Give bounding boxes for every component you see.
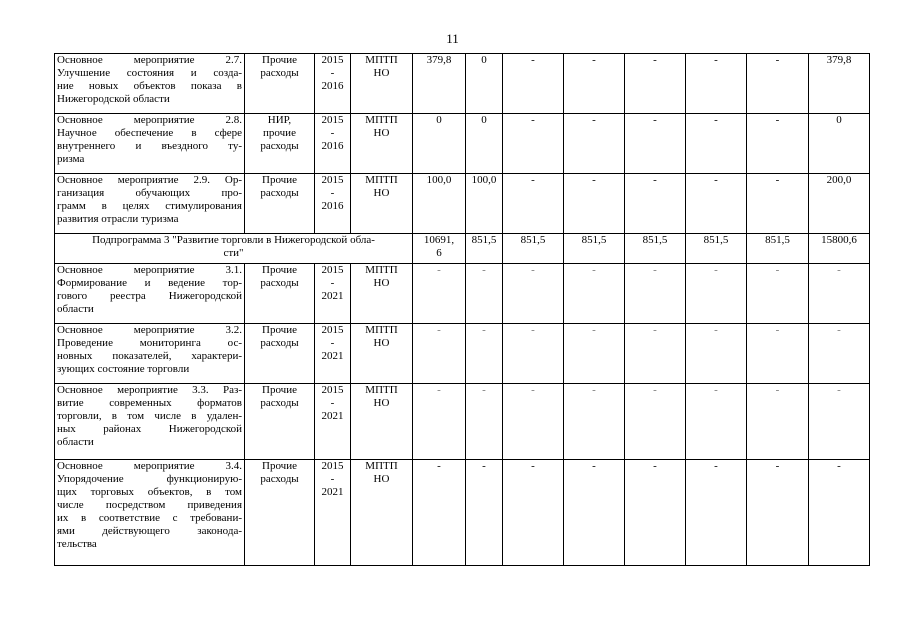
description-line: новных показателей, характери- — [57, 350, 242, 362]
expense-type-cell — [245, 114, 315, 174]
description-line: щих торговых объектов, в том — [57, 486, 242, 498]
executor-line: МПТП — [365, 174, 398, 186]
table-row — [55, 460, 870, 566]
value-cell: - — [625, 324, 686, 384]
value-cell: - — [413, 264, 466, 324]
value-cell: 100,0 — [466, 174, 503, 234]
total-cell: - — [809, 264, 870, 324]
executor-line: НО — [373, 337, 390, 349]
value-cell: 0 — [413, 114, 466, 174]
period-cell — [315, 114, 351, 174]
expense-type-line: расходы — [260, 187, 299, 199]
description-line: Основное мероприятие 3.3. Раз- — [57, 384, 242, 396]
period-cell — [315, 384, 351, 460]
period-line: 2015 — [321, 114, 344, 126]
executor-line: МПТП — [365, 460, 398, 472]
value-cell: - — [466, 460, 503, 566]
table-row — [55, 174, 870, 234]
period-cell — [315, 54, 351, 114]
total-cell: 15800,6 — [809, 234, 870, 264]
value-cell: - — [747, 460, 809, 566]
period-line: 2015 — [321, 174, 344, 186]
measure-description — [55, 54, 245, 114]
description-line: Основное мероприятие 2.9. Ор- — [57, 174, 242, 186]
description-line: торговли, в том числе в удален- — [57, 410, 242, 422]
executor-cell — [351, 460, 413, 566]
period-cell — [315, 174, 351, 234]
period-line: 2021 — [321, 486, 344, 498]
executor-line: НО — [373, 127, 390, 139]
description-line: грамм в целях стимулирования — [57, 200, 242, 212]
period-cell — [315, 264, 351, 324]
value-cell: - — [625, 460, 686, 566]
measure-description — [55, 264, 245, 324]
expense-type-line: расходы — [260, 67, 299, 79]
table-row — [55, 384, 870, 460]
period-cell — [315, 324, 351, 384]
subprogram-title — [55, 234, 413, 264]
value-cell: - — [686, 460, 747, 566]
expense-type-line: НИР, — [267, 114, 292, 126]
expense-type-line: Прочие — [262, 324, 297, 336]
executor-cell — [351, 54, 413, 114]
expense-type-line: Прочие — [262, 264, 297, 276]
value-cell: - — [466, 324, 503, 384]
value-cell: - — [747, 114, 809, 174]
page-number: 11 — [446, 31, 459, 46]
description-line: ганизация обучающих про- — [57, 187, 242, 199]
value-cell: - — [747, 324, 809, 384]
value-cell: 379,8 — [413, 54, 466, 114]
description-line: ние новых объектов показа в — [57, 80, 242, 92]
description-line: ных районах Нижегородской — [57, 423, 242, 435]
value-cell: 851,5 — [686, 234, 747, 264]
expense-type-line: расходы — [260, 397, 299, 409]
description-line: витие современных форматов — [57, 397, 242, 409]
subprogram-row — [55, 234, 870, 264]
executor-line: НО — [373, 187, 390, 199]
table-row — [55, 264, 870, 324]
value-cell: - — [564, 384, 625, 460]
expense-type-cell — [245, 174, 315, 234]
description-line: Нижегородской области — [57, 93, 170, 105]
value-cell: - — [747, 54, 809, 114]
measure-description — [55, 174, 245, 234]
period-line: 2016 — [321, 140, 344, 152]
expense-type-cell — [245, 54, 315, 114]
value-line: 6 — [436, 247, 442, 259]
total-cell: - — [809, 460, 870, 566]
executor-line: НО — [373, 67, 390, 79]
value-cell: - — [747, 174, 809, 234]
period-line: - — [330, 277, 335, 289]
period-line: 2016 — [321, 200, 344, 212]
value-cell: - — [413, 324, 466, 384]
value-cell: - — [503, 264, 564, 324]
expense-type-line: расходы — [260, 337, 299, 349]
description-line: числе посредством приведения — [57, 499, 242, 511]
value-cell: - — [503, 174, 564, 234]
description-line: Улучшение состояния и созда- — [57, 67, 242, 79]
description-line: тельства — [57, 538, 97, 550]
expense-type-line: расходы — [260, 277, 299, 289]
period-line: - — [330, 473, 335, 485]
value-cell: 0 — [466, 114, 503, 174]
measure-description — [55, 460, 245, 566]
value-cell: - — [625, 54, 686, 114]
total-cell: - — [809, 384, 870, 460]
period-line: - — [330, 337, 335, 349]
executor-line: МПТП — [365, 264, 398, 276]
description-line: внутреннего и въездного ту- — [57, 140, 242, 152]
description-line: ризма — [57, 153, 85, 165]
value-cell: - — [413, 384, 466, 460]
value-line: 10691, — [423, 234, 455, 246]
period-line: 2015 — [321, 264, 344, 276]
value-cell: - — [466, 264, 503, 324]
measure-description — [55, 384, 245, 460]
expense-type-line: Прочие — [262, 54, 297, 66]
value-cell: - — [686, 114, 747, 174]
value-cell: - — [564, 460, 625, 566]
value-cell: 0 — [466, 54, 503, 114]
value-cell: - — [564, 114, 625, 174]
period-line: 2015 — [321, 54, 344, 66]
value-cell: - — [503, 54, 564, 114]
table-row — [55, 324, 870, 384]
expense-type-line: Прочие — [262, 174, 297, 186]
executor-cell — [351, 264, 413, 324]
period-line: 2021 — [321, 410, 344, 422]
executor-line: МПТП — [365, 114, 398, 126]
period-line: - — [330, 187, 335, 199]
executor-cell — [351, 324, 413, 384]
value-cell: - — [413, 460, 466, 566]
value-cell: - — [686, 174, 747, 234]
executor-line: МПТП — [365, 384, 398, 396]
measure-description — [55, 114, 245, 174]
period-line: - — [330, 127, 335, 139]
value-cell: - — [466, 384, 503, 460]
subprogram-first-value — [413, 234, 466, 264]
measure-description — [55, 324, 245, 384]
description-line: развития отрасли туризма — [57, 213, 179, 225]
period-line: 2015 — [321, 460, 344, 472]
value-cell: - — [503, 324, 564, 384]
value-cell: - — [686, 54, 747, 114]
value-cell: - — [747, 384, 809, 460]
description-line: Основное мероприятие 3.1. — [57, 264, 242, 276]
value-cell: - — [564, 264, 625, 324]
value-cell: - — [686, 264, 747, 324]
period-line: 2021 — [321, 290, 344, 302]
value-cell: - — [625, 264, 686, 324]
expense-type-line: прочие — [263, 127, 296, 139]
value-cell: - — [625, 174, 686, 234]
value-cell: 851,5 — [503, 234, 564, 264]
description-line: области — [57, 303, 94, 315]
expense-type-cell — [245, 384, 315, 460]
value-cell: - — [564, 324, 625, 384]
description-line: Основное мероприятие 2.8. — [57, 114, 242, 126]
executor-cell — [351, 174, 413, 234]
total-cell: 200,0 — [809, 174, 870, 234]
value-cell: 851,5 — [564, 234, 625, 264]
expense-type-cell — [245, 460, 315, 566]
value-cell: - — [686, 384, 747, 460]
description-line: Основное мероприятие 2.7. — [57, 54, 242, 66]
value-cell: - — [686, 324, 747, 384]
value-cell: 851,5 — [466, 234, 503, 264]
executor-line: МПТП — [365, 54, 398, 66]
value-cell: - — [564, 54, 625, 114]
description-line: Формирование и ведение тор- — [57, 277, 242, 289]
budget-table — [54, 53, 870, 566]
description-line: области — [57, 436, 94, 448]
expense-type-line: расходы — [260, 473, 299, 485]
value-cell: - — [503, 384, 564, 460]
total-cell: - — [809, 324, 870, 384]
value-cell: - — [503, 114, 564, 174]
executor-line: НО — [373, 397, 390, 409]
value-cell: 851,5 — [625, 234, 686, 264]
total-cell: 379,8 — [809, 54, 870, 114]
executor-cell — [351, 114, 413, 174]
description-line: Проведение мониторинга ос- — [57, 337, 242, 349]
executor-cell — [351, 384, 413, 460]
table-row — [55, 54, 870, 114]
expense-type-cell — [245, 264, 315, 324]
value-cell: - — [503, 460, 564, 566]
description-line: зующих состояние торговли — [57, 363, 190, 375]
period-line: 2021 — [321, 350, 344, 362]
table-row — [55, 114, 870, 174]
expense-type-line: расходы — [260, 140, 299, 152]
total-cell: 0 — [809, 114, 870, 174]
period-cell — [315, 460, 351, 566]
expense-type-line: Прочие — [262, 460, 297, 472]
value-cell: 100,0 — [413, 174, 466, 234]
period-line: 2016 — [321, 80, 344, 92]
value-cell: 851,5 — [747, 234, 809, 264]
subprogram-title-line: сти" — [223, 247, 244, 259]
expense-type-line: Прочие — [262, 384, 297, 396]
period-line: 2015 — [321, 384, 344, 396]
description-line: Основное мероприятие 3.2. — [57, 324, 242, 336]
executor-line: НО — [373, 277, 390, 289]
value-cell: - — [564, 174, 625, 234]
subprogram-title-line: Подпрограмма 3 "Развитие торговли в Нижегородской обла- — [92, 234, 375, 246]
executor-line: МПТП — [365, 324, 398, 336]
description-line: их в соответствие с требовани- — [57, 512, 242, 524]
description-line: ями действующего законода- — [57, 525, 242, 537]
value-cell: - — [625, 114, 686, 174]
expense-type-cell — [245, 324, 315, 384]
description-line: Научное обеспечение в сфере — [57, 127, 242, 139]
description-line: Упорядочение функционирую- — [57, 473, 242, 485]
period-line: - — [330, 397, 335, 409]
period-line: - — [330, 67, 335, 79]
value-cell: - — [625, 384, 686, 460]
period-line: 2015 — [321, 324, 344, 336]
description-line: гового реестра Нижегородской — [57, 290, 242, 302]
description-line: Основное мероприятие 3.4. — [57, 460, 242, 472]
executor-line: НО — [373, 473, 390, 485]
value-cell: - — [747, 264, 809, 324]
